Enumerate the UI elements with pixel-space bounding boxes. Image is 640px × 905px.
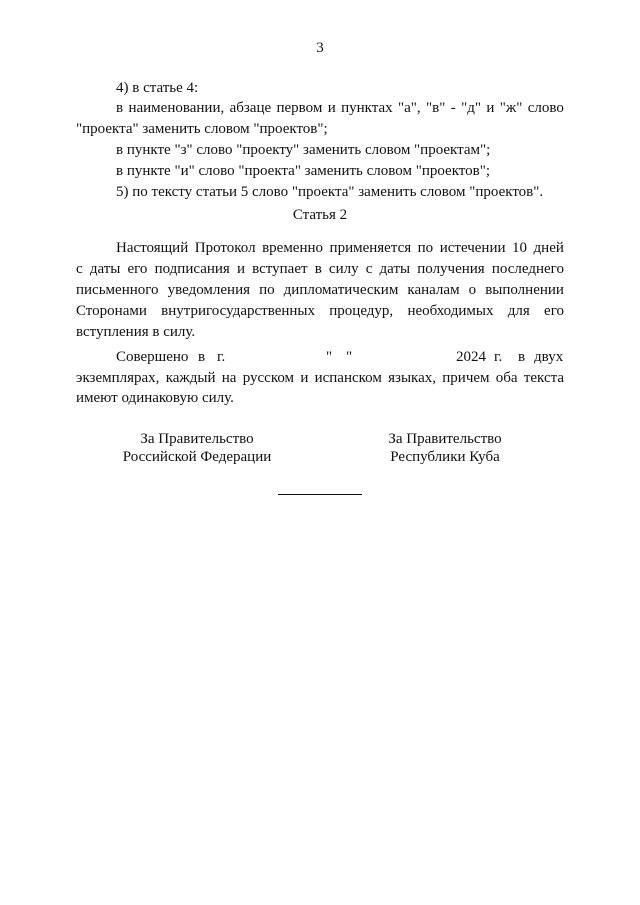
signature-cuba: [370, 430, 520, 466]
word: вступает: [252, 261, 308, 277]
word: русском: [242, 370, 295, 386]
word: языках,: [388, 370, 437, 386]
done-two: двух: [534, 349, 564, 365]
item4-line4: в пункте "и" слово "проекта" заменить словом "проектов";: [116, 163, 491, 179]
word: применяется: [329, 240, 412, 256]
item4-line2: "проекта" заменить словом "проектов";: [76, 121, 328, 137]
word: по: [259, 282, 275, 298]
date-quote-open: ": [326, 349, 333, 365]
item4-intro: 4) в статье 4:: [116, 80, 199, 96]
word: и: [327, 100, 336, 116]
word: получения: [417, 261, 485, 277]
word: в: [314, 261, 322, 277]
word: с: [365, 261, 373, 277]
done-year-abbr: г.: [494, 349, 503, 365]
word: письменного: [76, 282, 159, 298]
word: даты: [379, 261, 411, 277]
page-number: 3: [316, 40, 324, 56]
word: в: [116, 100, 124, 116]
done-in2: в: [518, 349, 526, 365]
signature-russia: [104, 430, 290, 466]
word: слово: [527, 100, 564, 116]
word: необходимых: [407, 303, 494, 319]
closing-line2: [76, 369, 564, 387]
word: 10: [512, 240, 528, 256]
signature-cuba-line1: За Правительство: [388, 431, 502, 447]
word: причем: [442, 370, 490, 386]
word: "ж": [499, 100, 523, 116]
word: испанском: [314, 370, 382, 386]
word: оба: [495, 370, 518, 386]
word: уведомления: [167, 282, 250, 298]
item4-line3: в пункте "з" слово "проекту" заменить словом "проектам";: [116, 142, 491, 158]
word: о: [468, 282, 477, 298]
article2-line1: [116, 239, 564, 257]
word: "а",: [398, 100, 421, 116]
word: даты: [89, 261, 121, 277]
article2-line5: вступления в силу.: [76, 324, 196, 340]
word: временно: [262, 240, 324, 256]
word: внутригосударственных: [161, 303, 315, 319]
word: наименовании,: [128, 100, 225, 116]
article2-line2: [76, 260, 564, 278]
word: истечении: [439, 240, 506, 256]
word: его: [544, 303, 564, 319]
word: его: [127, 261, 148, 277]
word: подписания: [154, 261, 230, 277]
article2-line4: [76, 302, 564, 320]
word: по: [417, 240, 434, 256]
done-word: Совершено: [116, 349, 189, 365]
done-city-abbr: г.: [217, 349, 226, 365]
item4-line1: [116, 99, 564, 117]
word: для: [507, 303, 530, 319]
word: каждый: [165, 370, 216, 386]
signature-russia-line2: Российской Федерации: [122, 449, 272, 465]
done-in: в: [198, 349, 206, 365]
done-year: 2024: [456, 349, 486, 365]
word: каналам: [407, 282, 460, 298]
word: и: [236, 261, 245, 277]
word: выполнении: [485, 282, 564, 298]
word: с: [76, 261, 83, 277]
word: и: [300, 370, 309, 386]
word: "в": [426, 100, 446, 116]
end-divider: [278, 494, 362, 495]
word: Сторонами: [76, 303, 147, 319]
word: дней: [533, 240, 564, 256]
item5: 5) по тексту статьи 5 слово "проекта" заменить словом "проектов".: [116, 184, 544, 200]
word: на: [221, 370, 237, 386]
word: и: [486, 100, 495, 116]
closing-line3: имеют одинаковую силу.: [76, 390, 234, 406]
article2-heading: Статья 2: [292, 207, 348, 223]
word: процедур,: [329, 303, 394, 319]
word: экземплярах,: [76, 370, 160, 386]
signature-cuba-line2: Республики Куба: [390, 449, 500, 465]
word: абзаце: [229, 100, 272, 116]
word: дипломатическим: [283, 282, 399, 298]
article2-line3: [76, 281, 564, 299]
date-quote-close: ": [346, 349, 353, 365]
word: -: [450, 100, 456, 116]
word: "д": [461, 100, 481, 116]
word: пунктах: [341, 100, 393, 116]
word: Настоящий: [116, 240, 189, 256]
word: последнего: [491, 261, 564, 277]
signature-russia-line1: За Правительство: [140, 431, 254, 447]
word: Протокол: [194, 240, 256, 256]
word: текста: [523, 370, 564, 386]
word: силу: [328, 261, 359, 277]
word: первом: [276, 100, 323, 116]
